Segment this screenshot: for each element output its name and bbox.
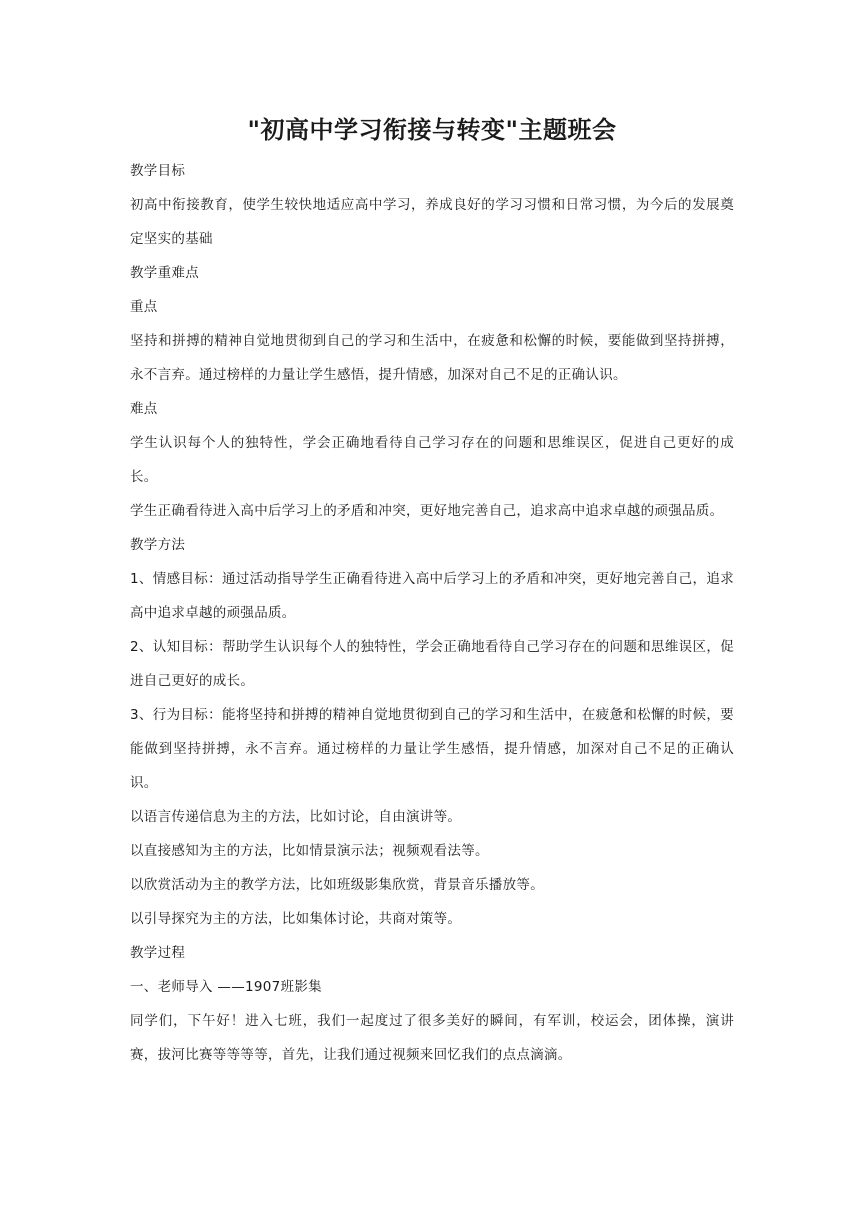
section-heading-goals: 教学目标 — [130, 163, 186, 179]
subheading-difficulty: 难点 — [130, 401, 158, 417]
paragraph-method-language: 以语言传递信息为主的方法，比如讨论，自由演讲等。 — [130, 809, 462, 825]
paragraph-method-appreciation: 以欣赏活动为主的教学方法，比如班级影集欣赏，背景音乐播放等。 — [130, 877, 544, 893]
paragraph-goals: 初高中衔接教育，使学生较快地适应高中学习，养成良好的学习习惯和日常习惯，为今后的发展奠定坚实的基础 — [130, 197, 734, 247]
paragraph-focus: 坚持和拼搏的精神自觉地贯彻到自己的学习和生活中，在疲惫和松懈的时候，要能做到坚持拼搏，永不言弃。通过榜样的力量让学生感悟，提升情感，加深对自己不足的正确认识。 — [130, 333, 734, 383]
paragraph-difficulty-2: 学生正确看待进入高中后学习上的矛盾和冲突，更好地完善自己，追求高中追求卓越的顽强品质。 — [130, 503, 724, 519]
document-title: "初高中学习衔接与转变"主题班会 — [247, 116, 617, 144]
list-item-emotion-goal: 1、情感目标：通过活动指导学生正确看待进入高中后学习上的矛盾和冲突，更好地完善自己，追求高中追求卓越的顽强品质。 — [130, 571, 734, 621]
list-item-behavior-goal: 3、行为目标：能将坚持和拼搏的精神自觉地贯彻到自己的学习和生活中，在疲惫和松懈的时候，要能做到坚持拼搏，永不言弃。通过榜样的力量让学生感悟，提升情感，加深对自己不足的正确认识。 — [130, 707, 734, 791]
paragraph-method-perception: 以直接感知为主的方法，比如情景演示法；视频观看法等。 — [130, 843, 489, 859]
paragraph-method-inquiry: 以引导探究为主的方法，比如集体讨论，共商对策等。 — [130, 911, 462, 927]
section-heading-process: 教学过程 — [130, 945, 186, 961]
subheading-intro: 一、老师导入 ——1907班影集 — [130, 979, 322, 995]
paragraph-difficulty-1: 学生认识每个人的独特性，学会正确地看待自己学习存在的问题和思维误区，促进自己更好的成长。 — [130, 435, 734, 485]
paragraph-intro: 同学们，下午好！进入七班，我们一起度过了很多美好的瞬间，有军训，校运会，团体操，演讲赛，拔河比赛等等等等，首先，让我们通过视频来回忆我们的点点滴滴。 — [130, 1013, 734, 1063]
subheading-focus: 重点 — [130, 299, 158, 315]
document-body — [130, 112, 734, 1072]
list-item-cognitive-goal: 2、认知目标：帮助学生认识每个人的独特性，学会正确地看待自己学习存在的问题和思维误区，促进自己更好的成长。 — [130, 639, 734, 689]
section-heading-key-points: 教学重难点 — [130, 265, 199, 281]
section-heading-methods: 教学方法 — [130, 537, 186, 553]
